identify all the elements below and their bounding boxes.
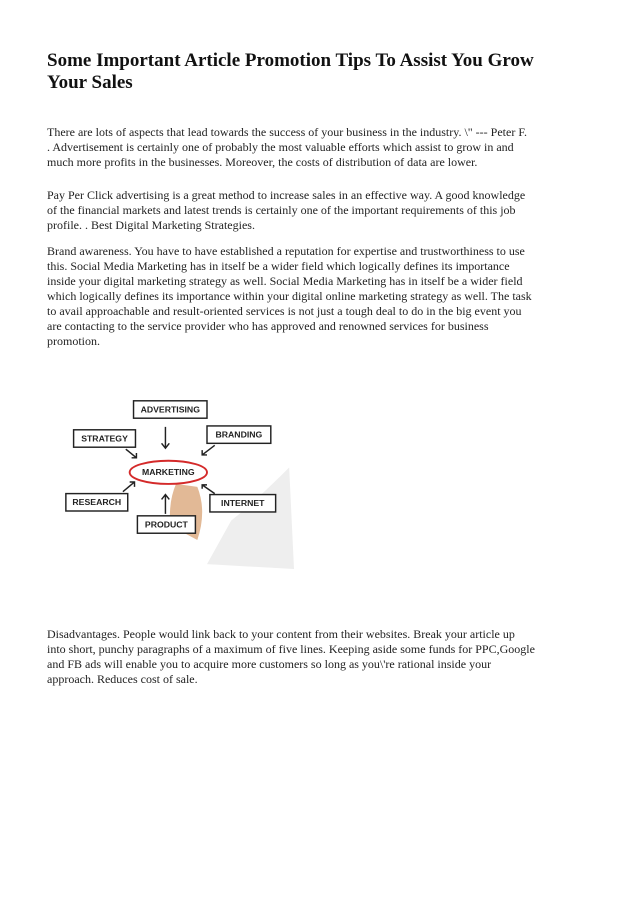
paragraph-ppc [47,188,617,233]
paragraph-disadvantages [47,627,617,687]
text-line: promotion. [47,334,100,348]
text-line: into short, punchy paragraphs of a maximum of five lines. Keeping aside some funds for PPC,Google [47,642,535,656]
text-line: inside your digital marketing strategy as well. Social Media Marketing has in itself be a wider field [47,274,523,288]
label-advertising: ADVERTISING [140,404,200,415]
article-title [47,50,617,94]
text-line: Brand awareness. You have to have established a reputation for expertise and trustworthiness to use [47,244,525,258]
text-line: and FB ads will enable you to acquire more customers so long as you\'re rational inside your [47,657,492,671]
text-line: . Advertisement is certainly one of probably the most valuable efforts which assist to grow in and [47,140,514,154]
text-line: this. Social Media Marketing has in itself be a wider field which logically defines its importance [47,259,510,273]
paragraph-intro [47,125,617,170]
label-strategy: STRATEGY [81,433,128,444]
title-line: Your Sales [47,72,133,93]
label-branding: BRANDING [215,429,263,440]
text-line: Disadvantages. People would link back to your content from their websites. Break your article up [47,627,515,641]
text-line: which logically defines its importance within your digital online marketing strategy as well. The task [47,289,532,303]
text-line: of the financial markets and latest trends is certainly one of the important requirements of this job [47,203,516,217]
text-line: There are lots of aspects that lead towards the success of your business in the industry. \" --- Peter F. [47,125,528,139]
text-line: approach. Reduces cost of sale. [47,672,198,686]
text-line: are contacting to the service provider who has approved and renowned services for business [47,319,489,333]
text-line: profile. . Best Digital Marketing Strategies. [47,218,255,232]
label-internet: INTERNET [221,498,265,509]
text-line: much more profits in the businesses. Moreover, the costs of distribution of data are lower. [47,155,478,169]
text-line: Pay Per Click advertising is a great method to increase sales in an effective way. A good knowledge [47,188,526,202]
paragraph-brand [47,244,617,349]
title-line: Some Important Article Promotion Tips To Assist You Grow [47,50,534,71]
label-marketing: MARKETING [142,467,195,478]
text-line: to avail approachable and result-oriented services is not just a tough deal to do in the big event you [47,304,522,318]
marketing-diagram-image [62,393,294,571]
label-product: PRODUCT [144,519,188,530]
label-research: RESEARCH [72,497,122,508]
